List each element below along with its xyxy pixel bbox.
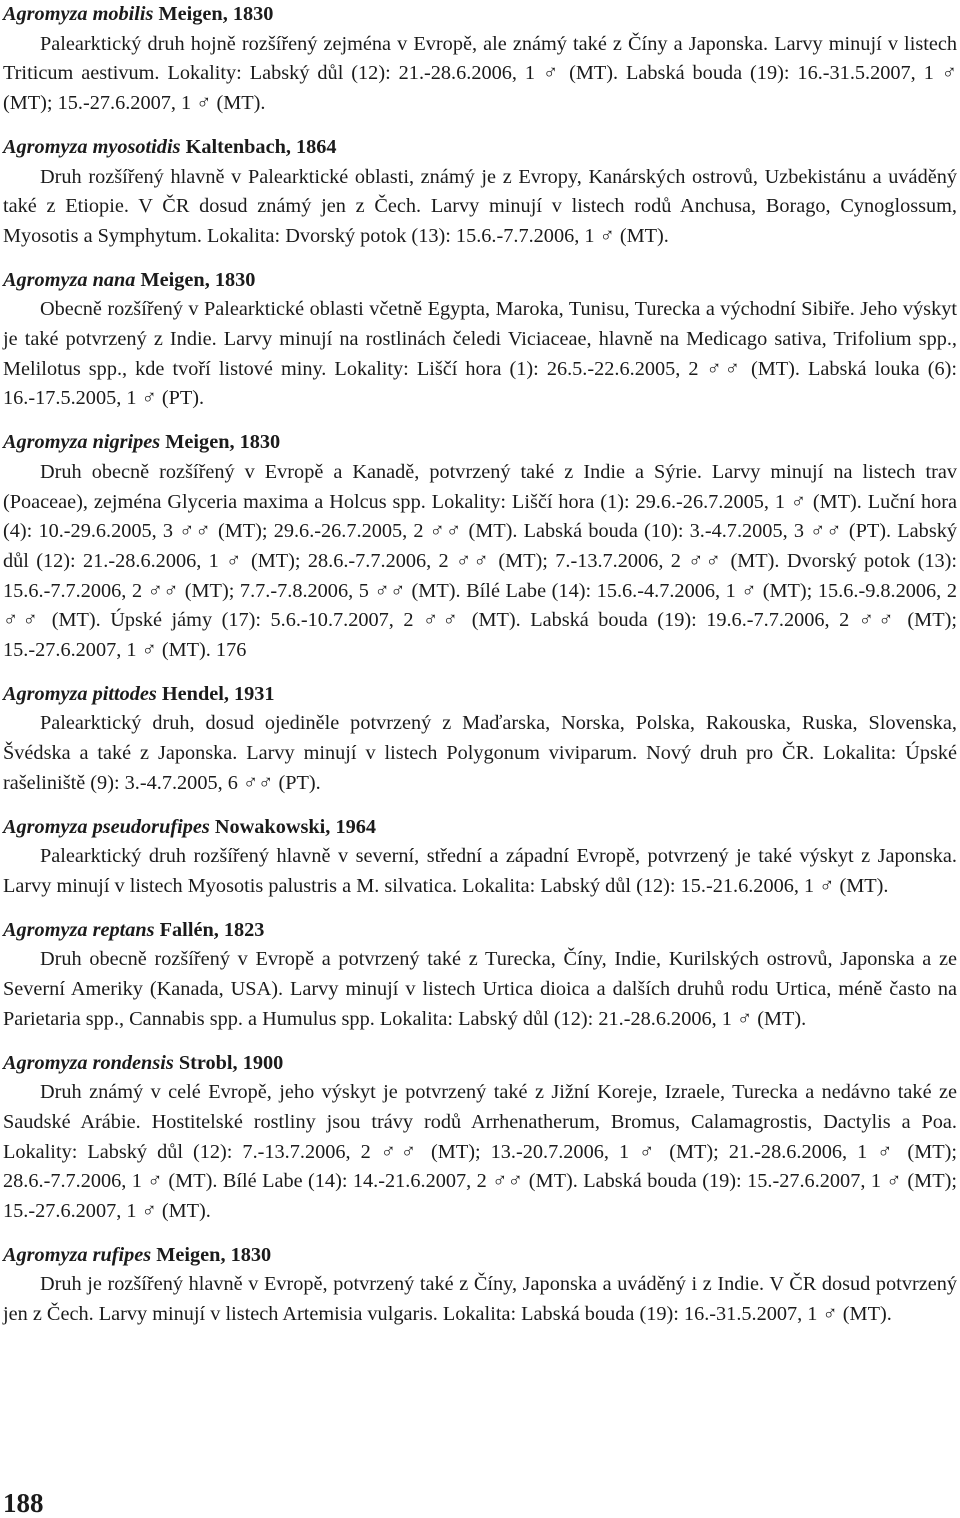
species-list	[3, 0, 957, 1330]
species-heading	[3, 1241, 957, 1271]
species-entry	[3, 1241, 957, 1330]
species-author: Hendel, 1931	[161, 682, 275, 705]
species-heading	[3, 0, 957, 30]
species-author: Nowakowski, 1964	[214, 815, 377, 838]
species-description: Druh obecně rozšířený v Evropě a potvrzený také z Turecka, Číny, Indie, Kurilských ostrovů, Japonska a ze Severní Ameriky (Kanada, USA). Larvy minují v listech Urtica dioica a dalších druhů rodu Urtica, méně často na Parietaria spp., Cannabis spp. a Humulus spp. Lokalita: Labský důl (12): 21.-28.6.2006, 1 ♂ (MT).	[3, 948, 957, 1030]
species-entry	[3, 813, 957, 902]
species-heading	[3, 428, 957, 458]
species-name: Agromyza rondensis	[3, 1051, 174, 1074]
page-number: 188	[3, 1488, 44, 1518]
species-author: Strobl, 1900	[178, 1051, 284, 1074]
species-name: Agromyza rufipes	[3, 1243, 152, 1266]
species-author: Meigen, 1830	[158, 3, 274, 25]
species-description: Druh rozšířený hlavně v Palearktické oblasti, známý je z Evropy, Kanárských ostrovů, Uzbekistánu a uváděný také z Etiopie. V ČR dosud známý jen z Čech. Larvy minují v listech rodů Anchusa, Borago, Cynoglossum, Myosotis a Symphytum. Lokalita: Dvorský potok (13): 15.6.-7.7.2006, 1 ♂ (MT).	[3, 165, 957, 247]
species-heading	[3, 813, 957, 843]
species-description: Palearktický druh rozšířený hlavně v severní, střední a západní Evropě, potvrzený je také výskyt z Japonska. Larvy minují v listech Myosotis palustris a M. silvatica. Lokalita: Labský důl (12): 15.-21.6.2006, 1 ♂ (MT).	[3, 845, 957, 897]
species-author: Meigen, 1830	[156, 1243, 272, 1266]
species-description: Druh známý v celé Evropě, jeho výskyt je potvrzený také z Jižní Koreje, Izraele, Turecka a nedávno také ze Saudské Arábie. Hostitelské rostliny jsou trávy rodů Arrhenatherum, Bromus, Calamagrostis, Dactylis a Poa. Lokality: Labský důl (12): 7.-13.7.2006, 2 ♂♂ (MT); 13.-20.7.2006, 1 ♂ (MT); 21.-28.6.2006, 1 ♂ (MT); 28.6.-7.7.2006, 1 ♂ (MT). Bílé Labe (14): 14.-21.6.2007, 2 ♂♂ (MT). Labská bouda (19): 15.-27.6.2007, 1 ♂ (MT); 15.-27.6.2007, 1 ♂ (MT).	[3, 1081, 957, 1223]
species-description: Palearktický druh hojně rozšířený zejména v Evropě, ale známý také z Číny a Japonska. Larvy minují v listech Triticum aestivum. Lokality: Labský důl (12): 21.-28.6.2006, 1 ♂ (MT). Labská bouda (19): 16.-31.5.2007, 1 ♂ (MT); 15.-27.6.2007, 1 ♂ (MT).	[3, 32, 957, 115]
species-entry	[3, 428, 957, 666]
species-description: Druh obecně rozšířený v Evropě a Kanadě, potvrzený také z Indie a Sýrie. Larvy minují na listech trav (Poaceae), zejména Glyceria maxima a Holcus spp. Lokality: Liščí hora (1): 29.6.-26.7.2005, 1 ♂ (MT). Luční hora (4): 10.-29.6.2005, 3 ♂♂ (MT); 29.6.-26.7.2005, 2 ♂♂ (MT). Labská bouda (10): 3.-4.7.2005, 3 ♂♂ (PT). Labský důl (12): 21.-28.6.2006, 1 ♂ (MT); 28.6.-7.7.2006, 2 ♂♂ (MT); 7.-13.7.2006, 2 ♂♂ (MT). Dvorský potok (13): 15.6.-7.7.2006, 2 ♂♂ (MT); 7.7.-7.8.2006, 5 ♂♂ (MT). Bílé Labe (14): 15.6.-4.7.2006, 1 ♂ (MT); 15.6.-9.8.2006, 2 ♂♂ (MT). Úpské jámy (17): 5.6.-10.7.2007, 2 ♂♂ (MT). Labská bouda (19): 19.6.-7.7.2006, 2 ♂♂ (MT); 15.-27.6.2007, 1 ♂ (MT). 176	[3, 460, 957, 662]
species-entry	[3, 266, 957, 415]
species-heading	[3, 1049, 957, 1079]
species-name: Agromyza pittodes	[3, 682, 157, 705]
species-name: Agromyza pseudorufipes	[3, 815, 210, 838]
species-entry	[3, 680, 957, 799]
species-author: Meigen, 1830	[140, 268, 256, 291]
species-entry	[3, 133, 957, 252]
species-name: Agromyza nigripes	[3, 431, 161, 454]
species-entry	[3, 0, 957, 119]
species-description: Palearktický druh, dosud ojediněle potvrzený z Maďarska, Norska, Polska, Rakouska, Ruska, Slovenska, Švédska a také z Japonska. Larvy minují v listech Polygonum viviparum. Nový druh pro ČR. Lokalita: Úpské rašeliniště (9): 3.-4.7.2005, 6 ♂♂ (PT).	[3, 712, 957, 794]
species-description: Druh je rozšířený hlavně v Evropě, potvrzený také z Číny, Japonska a uváděný i z Indie. V ČR dosud potvrzený jen z Čech. Larvy minují v listech Artemisia vulgaris. Lokalita: Labská bouda (19): 16.-31.5.2007, 1 ♂ (MT).	[3, 1273, 957, 1326]
species-name: Agromyza reptans	[3, 918, 155, 941]
species-heading	[3, 266, 957, 296]
species-description: Obecně rozšířený v Palearktické oblasti včetně Egypta, Maroka, Tunisu, Turecka a východní Sibiře. Jeho výskyt je také potvrzený z Indie. Larvy minují na rostlinách čeledi Viciaceae, hlavně na Medicago sativa, Trifolium spp., Melilotus spp., kde tvoří listové miny. Lokality: Liščí hora (1): 26.5.-22.6.2005, 2 ♂♂ (MT). Labská louka (6): 16.-17.5.2005, 1 ♂ (PT).	[3, 298, 957, 410]
species-entry	[3, 1049, 957, 1227]
species-entry	[3, 916, 957, 1035]
species-heading	[3, 680, 957, 710]
species-author: Meigen, 1830	[165, 431, 281, 454]
species-author: Fallén, 1823	[159, 918, 265, 941]
species-heading	[3, 133, 957, 163]
species-heading	[3, 916, 957, 946]
species-name: Agromyza nana	[3, 268, 136, 291]
species-name: Agromyza myosotidis	[3, 135, 181, 158]
species-name: Agromyza mobilis	[3, 3, 154, 25]
species-author: Kaltenbach, 1864	[185, 135, 337, 158]
